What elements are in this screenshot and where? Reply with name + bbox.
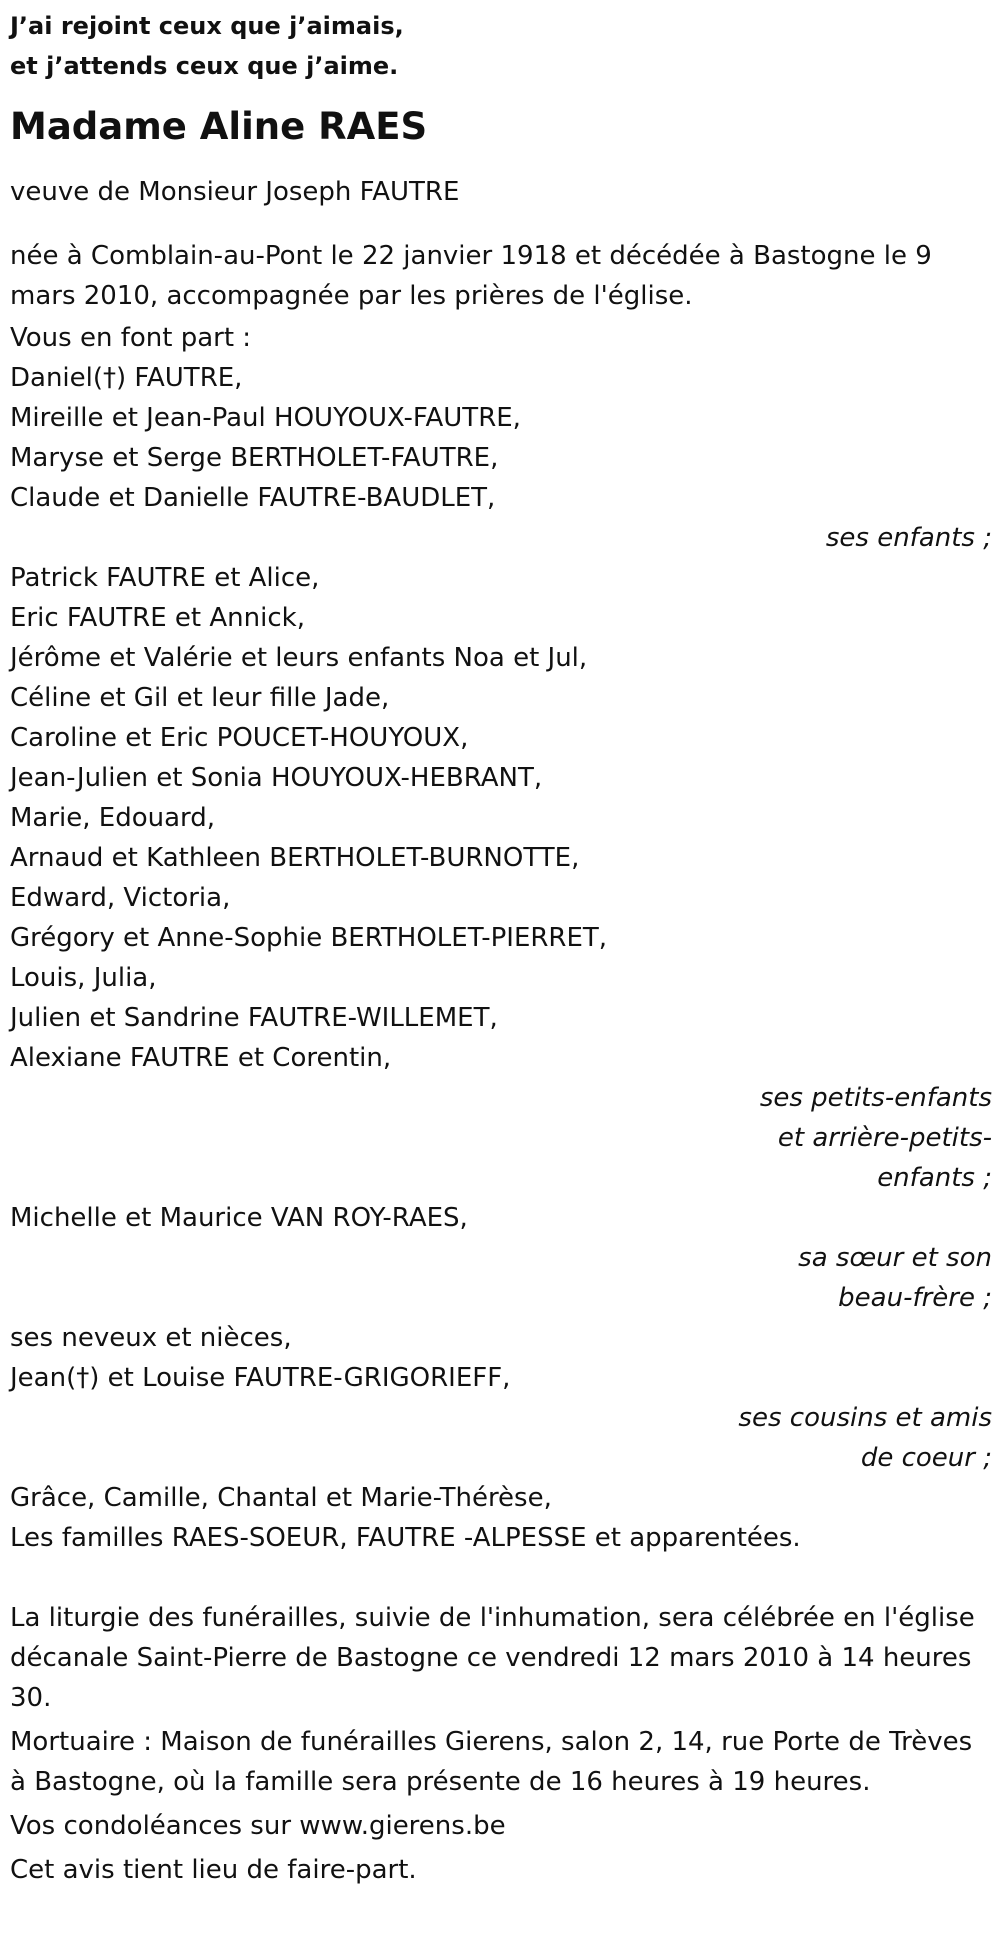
notice-line: Cet avis tient lieu de faire-part. [10, 1855, 417, 1885]
list-item: Alexiane FAUTRE et Corentin, [10, 1043, 392, 1073]
spouse-line: veuve de Monsieur Joseph FAUTRE [10, 177, 460, 207]
grandchildren-relation-label [10, 1078, 992, 1198]
relation-label-line: ses petits-enfants [759, 1083, 992, 1113]
cousins-relation-label [10, 1398, 992, 1478]
mortuary-paragraph: Mortuaire : Maison de funérailles Gierens, salon 2, 14, rue Porte de Trèves à Bastogne, où la famille sera présente de 16 heures à 19 heures. [10, 1727, 973, 1797]
children-relation-label: ses enfants ; [825, 523, 992, 553]
deceased-name: Madame Aline RAES [10, 105, 428, 148]
children-list [10, 358, 992, 518]
list-item: Jérôme et Valérie et leurs enfants Noa et Jul, [10, 643, 588, 673]
list-item: Grégory et Anne-Sophie BERTHOLET-PIERRET, [10, 923, 608, 953]
list-item: Daniel(†) FAUTRE, [10, 363, 243, 393]
list-item: Jean(†) et Louise FAUTRE-GRIGORIEFF, [10, 1363, 511, 1393]
list-item: Eric FAUTRE et Annick, [10, 603, 305, 633]
list-item: Julien et Sandrine FAUTRE-WILLEMET, [10, 1003, 498, 1033]
liturgy-paragraph: La liturgie des funérailles, suivie de l'inhumation, sera célébrée en l'église décanale Saint-Pierre de Bastogne ce vendredi 12 mars 2010 à 14 heures 30. [10, 1603, 975, 1713]
condolences-line: Vos condoléances sur www.gierens.be [10, 1811, 506, 1841]
list-item: Les familles RAES-SOEUR, FAUTRE -ALPESSE et apparentées. [10, 1523, 801, 1553]
cousins-list [10, 1318, 992, 1398]
list-item: Claude et Danielle FAUTRE-BAUDLET, [10, 483, 496, 513]
relation-label-line: sa sœur et son [798, 1243, 992, 1273]
list-item: Maryse et Serge BERTHOLET-FAUTRE, [10, 443, 499, 473]
epigraph-line-1: J’ai rejoint ceux que j’aimais, [10, 12, 404, 40]
list-item: Caroline et Eric POUCET-HOUYOUX, [10, 723, 469, 753]
sibling-relation-label [10, 1238, 992, 1318]
list-item: Patrick FAUTRE et Alice, [10, 563, 320, 593]
relation-label-line: ses cousins et amis [738, 1403, 992, 1433]
others-list [10, 1478, 992, 1558]
list-item: Edward, Victoria, [10, 883, 231, 913]
list-item: ses neveux et nièces, [10, 1323, 292, 1353]
birth-death-paragraph: née à Comblain-au-Pont le 22 janvier 1918 et décédée à Bastogne le 9 mars 2010, accompagnée par les prières de l'église. [10, 241, 932, 311]
epigraph-line-2: et j’attends ceux que j’aime. [10, 52, 399, 80]
relation-label-line: de coeur ; [860, 1443, 992, 1473]
announce-line: Vous en font part : [10, 323, 252, 353]
list-item: Louis, Julia, [10, 963, 157, 993]
relation-label-line: beau-frère ; [838, 1283, 992, 1313]
list-item: Marie, Edouard, [10, 803, 216, 833]
sibling-line: Michelle et Maurice VAN ROY-RAES, [10, 1203, 468, 1233]
list-item: Jean-Julien et Sonia HOUYOUX-HEBRANT, [10, 763, 543, 793]
relation-label-line: enfants ; [877, 1163, 992, 1193]
list-item: Grâce, Camille, Chantal et Marie-Thérèse, [10, 1483, 552, 1513]
list-item: Arnaud et Kathleen BERTHOLET-BURNOTTE, [10, 843, 580, 873]
list-item: Mireille et Jean-Paul HOUYOUX-FAUTRE, [10, 403, 521, 433]
grandchildren-list [10, 558, 992, 1078]
relation-label-line: et arrière-petits- [777, 1123, 992, 1153]
list-item: Céline et Gil et leur fille Jade, [10, 683, 390, 713]
